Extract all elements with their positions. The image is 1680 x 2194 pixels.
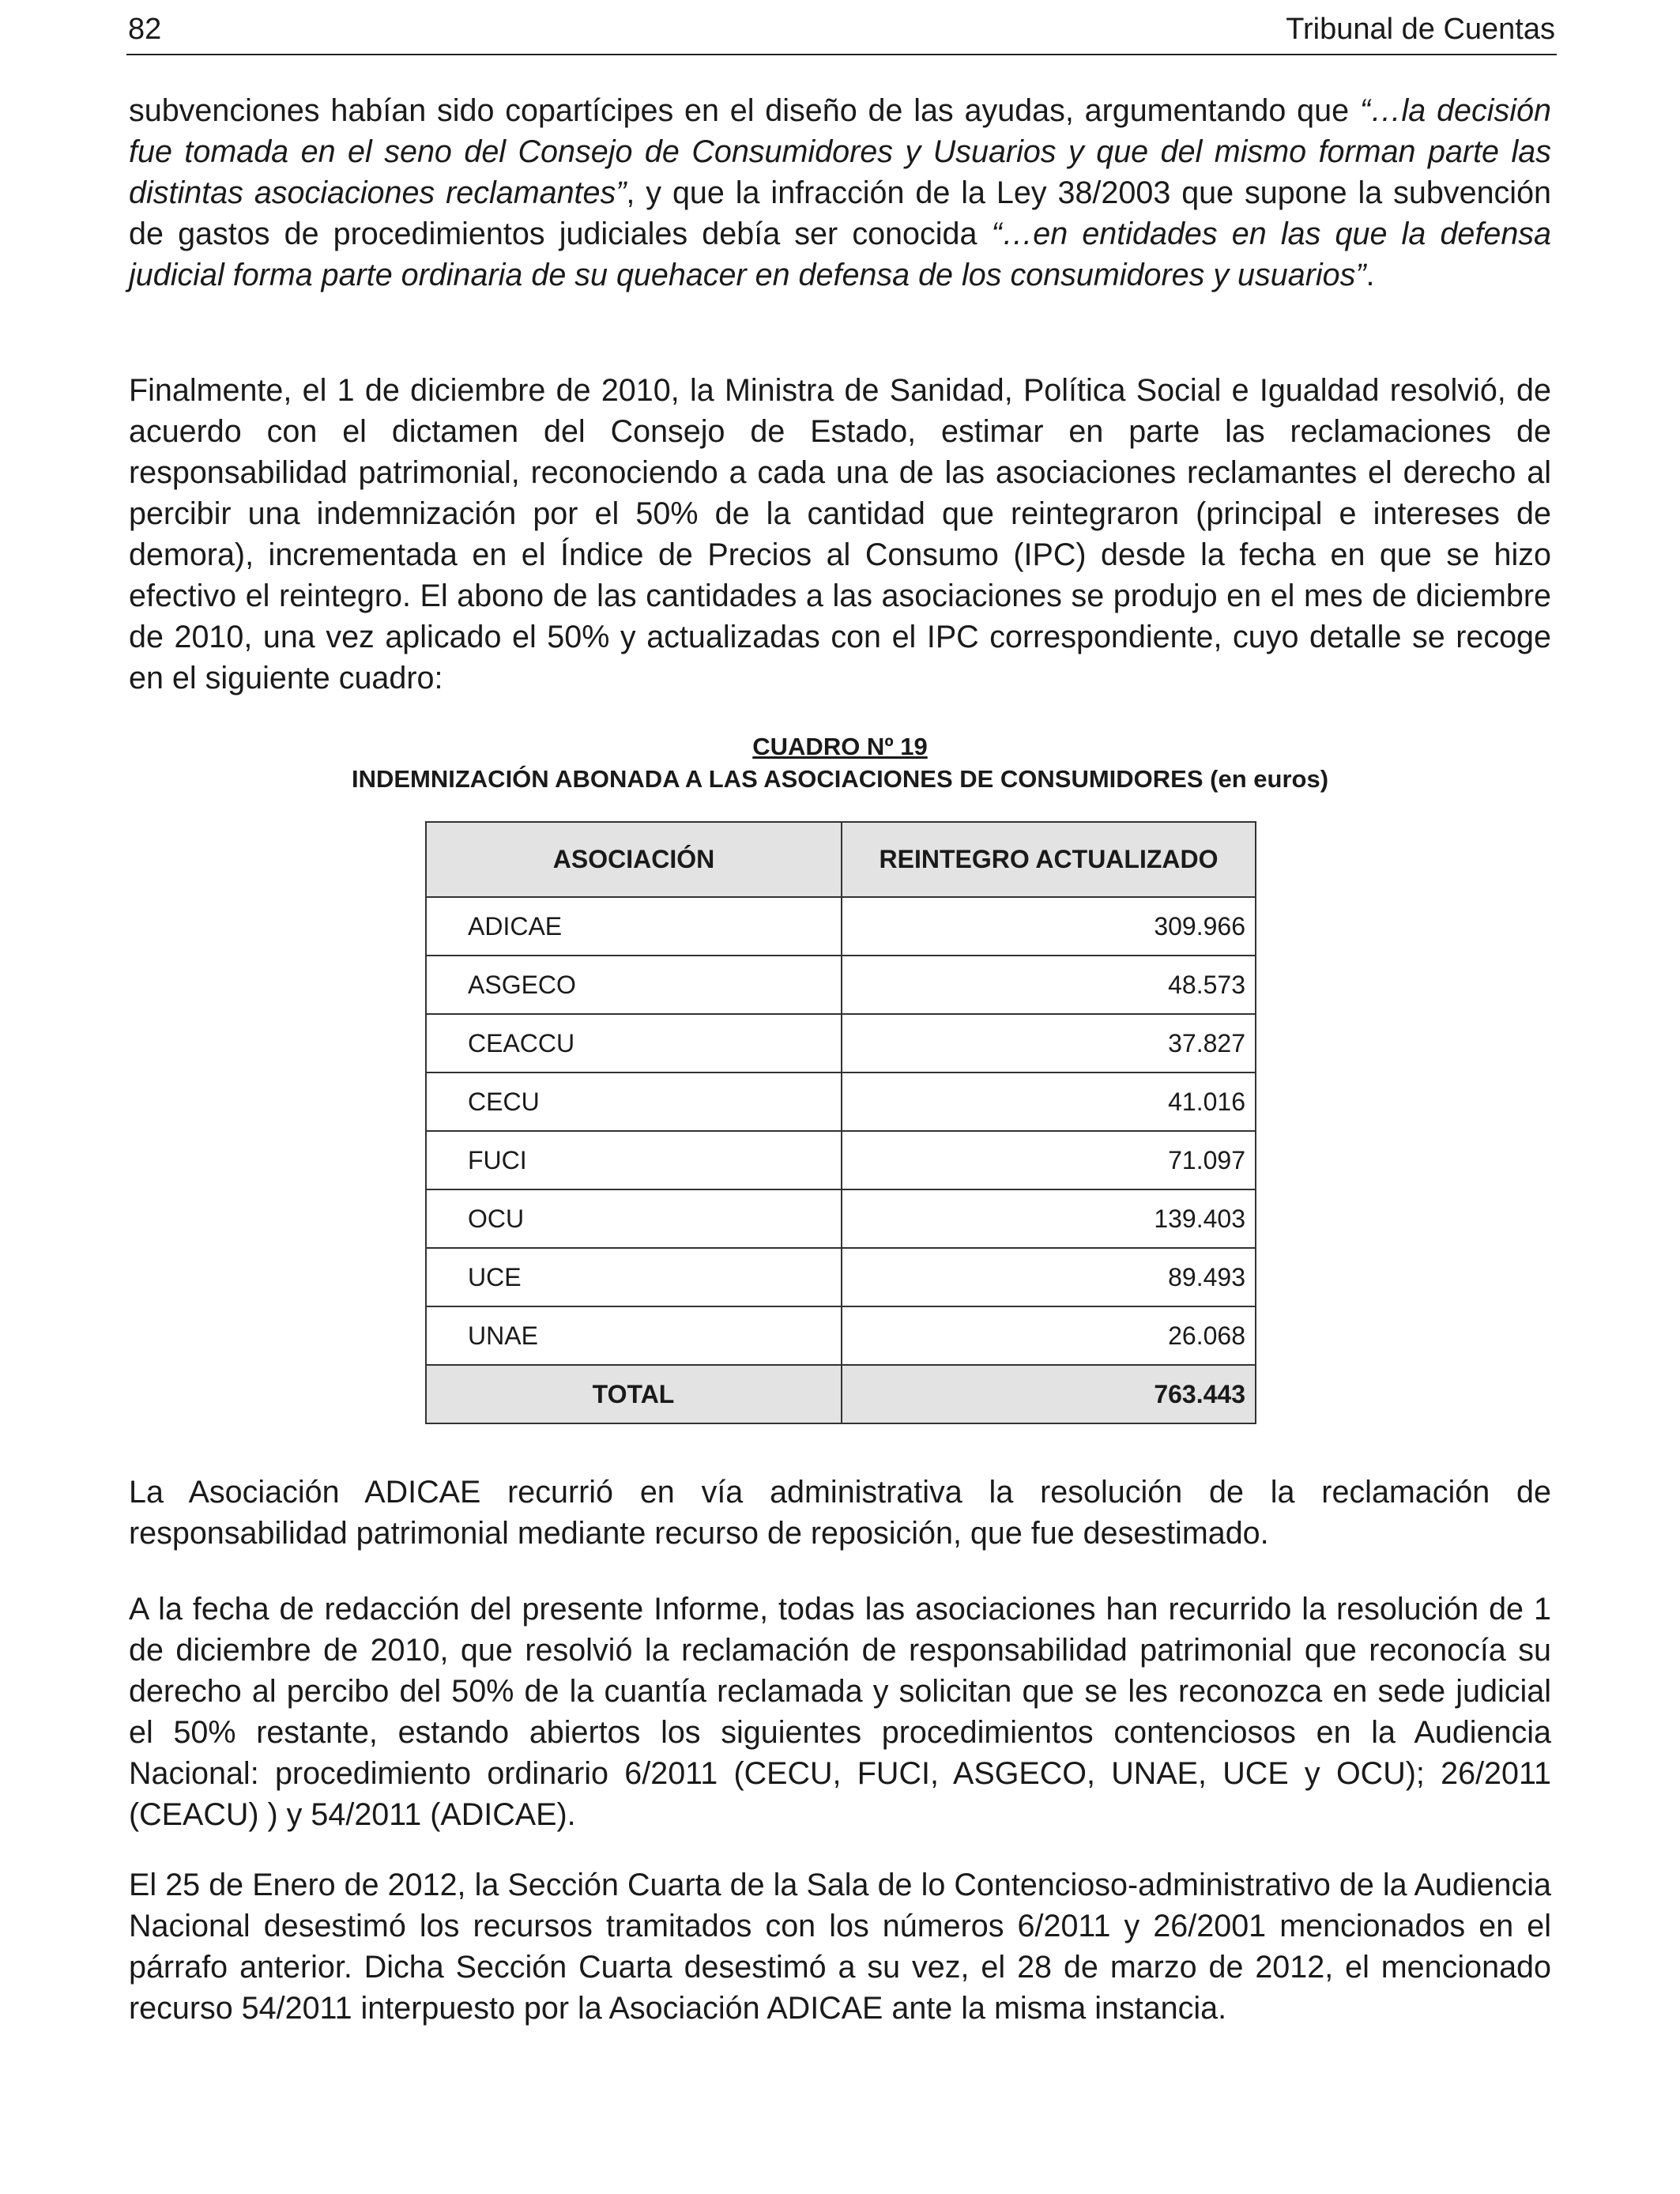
paragraph-2: Finalmente, el 1 de diciembre de 2010, la Ministra de Sanidad, Política Social e Igualdad resolvió, de acuerdo con el dictamen del Consejo de Estado, estimar en parte las reclamaciones de responsabilidad patrimonial, reconociendo a cada una de las asociaciones reclamantes el derecho al percibir una indemnización por el 50% de la cantidad que reintegraron (principal e intereses de demora), incrementada en el Índice de Precios al Consumo (IPC) desde la fecha en que se hizo efectivo el reintegro. El abono de las cantidades a las asociaciones se produjo en el mes de diciembre de 2010, una vez aplicado el 50% y actualizadas con el IPC correspondiente, cuyo detalle se recoge en el siguiente cuadro:	[129, 373, 1551, 696]
table-title	[129, 763, 1551, 795]
association-name: ADICAE	[426, 897, 842, 956]
reintegro-value: 26.068	[842, 1306, 1256, 1365]
association-name: ASGECO	[426, 956, 842, 1014]
reintegro-value: 41.016	[842, 1072, 1256, 1131]
column-header-association: ASOCIACIÓN	[426, 822, 842, 897]
page-header	[126, 9, 1557, 55]
table-row	[426, 1131, 1256, 1189]
table-row	[426, 897, 1256, 956]
table-row	[426, 1248, 1256, 1306]
reintegro-value: 48.573	[842, 956, 1256, 1014]
indemnization-table	[425, 821, 1256, 1424]
paragraph-1	[129, 90, 1551, 296]
total-value: 763.443	[842, 1365, 1256, 1423]
reintegro-value: 37.827	[842, 1014, 1256, 1072]
association-name: OCU	[426, 1189, 842, 1248]
association-name: CECU	[426, 1072, 842, 1131]
page-number: 82	[128, 13, 162, 46]
paragraph-4: A la fecha de redacción del presente Informe, todas las asociaciones han recurrido la resolución de 1 de diciembre de 2010, que resolvió la reclamación de responsabilidad patrimonial que reconocía su derecho al percibo del 50% de la cuantía reclamada y solicitan que se les reconozca en sede judicial el 50% restante, estando abiertos los siguientes procedimientos contenciosos en la Audiencia Nacional: procedimiento ordinario 6/2011 (CECU, FUCI, ASGECO, UNAE, UCE y OCU); 26/2011 (CEACU) ) y 54/2011 (ADICAE).	[129, 1592, 1551, 1832]
reintegro-value: 89.493	[842, 1248, 1256, 1306]
reintegro-value: 71.097	[842, 1131, 1256, 1189]
column-header-reintegro: REINTEGRO ACTUALIZADO	[842, 822, 1256, 897]
paragraph-1-text-1: subvenciones habían sido copartícipes en el diseño de las ayudas, argumentando que	[129, 93, 1360, 128]
table-row	[426, 1014, 1256, 1072]
table-header-row	[426, 822, 1256, 897]
paragraph-3: La Asociación ADICAE recurrió en vía administrativa la resolución de la reclamación de responsabilidad patrimonial mediante recurso de reposición, que fue desestimado.	[129, 1475, 1551, 1551]
table-unit: (en euros)	[1210, 765, 1329, 793]
association-name: UNAE	[426, 1306, 842, 1365]
association-name: CEACCU	[426, 1014, 842, 1072]
reintegro-value: 139.403	[842, 1189, 1256, 1248]
paragraph-1-text-3: .	[1365, 258, 1375, 292]
table-total-row	[426, 1365, 1256, 1423]
association-name: UCE	[426, 1248, 842, 1306]
table-row	[426, 1072, 1256, 1131]
paragraph-1-quote-1: “…la decisión fue tomada en el seno del Consejo de Consumidores y Usuarios y que del mismo forman parte las distintas asociaciones reclamantes”	[129, 93, 1551, 210]
total-label: TOTAL	[426, 1365, 842, 1423]
header-title: Tribunal de Cuentas	[1286, 13, 1555, 46]
paragraph-1-text-2: , y que la infracción de la Ley 38/2003 que supone la subvención de gastos de procedimientos judiciales debía ser conocida	[129, 175, 1552, 251]
table-row	[426, 1189, 1256, 1248]
table-title-text: INDEMNIZACIÓN ABONADA A LAS ASOCIACIONES DE CONSUMIDORES	[351, 765, 1203, 793]
table-row	[426, 956, 1256, 1014]
paragraph-1-quote-2: “…en entidades en las que la defensa judicial forma parte ordinaria de su quehacer en defensa de los consumidores y usuarios”	[129, 217, 1552, 292]
table-row	[426, 1306, 1256, 1365]
table-number: CUADRO Nº 19	[752, 733, 928, 760]
association-name: FUCI	[426, 1131, 842, 1189]
reintegro-value: 309.966	[842, 897, 1256, 956]
paragraph-5: El 25 de Enero de 2012, la Sección Cuarta de la Sala de lo Contencioso-administrativo de la Audiencia Nacional desestimó los recursos tramitados con los números 6/2011 y 26/2001 mencionados en el párrafo anterior. Dicha Sección Cuarta desestimó a su vez, el 28 de marzo de 2012, el mencionado recurso 54/2011 interpuesto por la Asociación ADICAE ante la misma instancia.	[129, 1868, 1551, 2026]
